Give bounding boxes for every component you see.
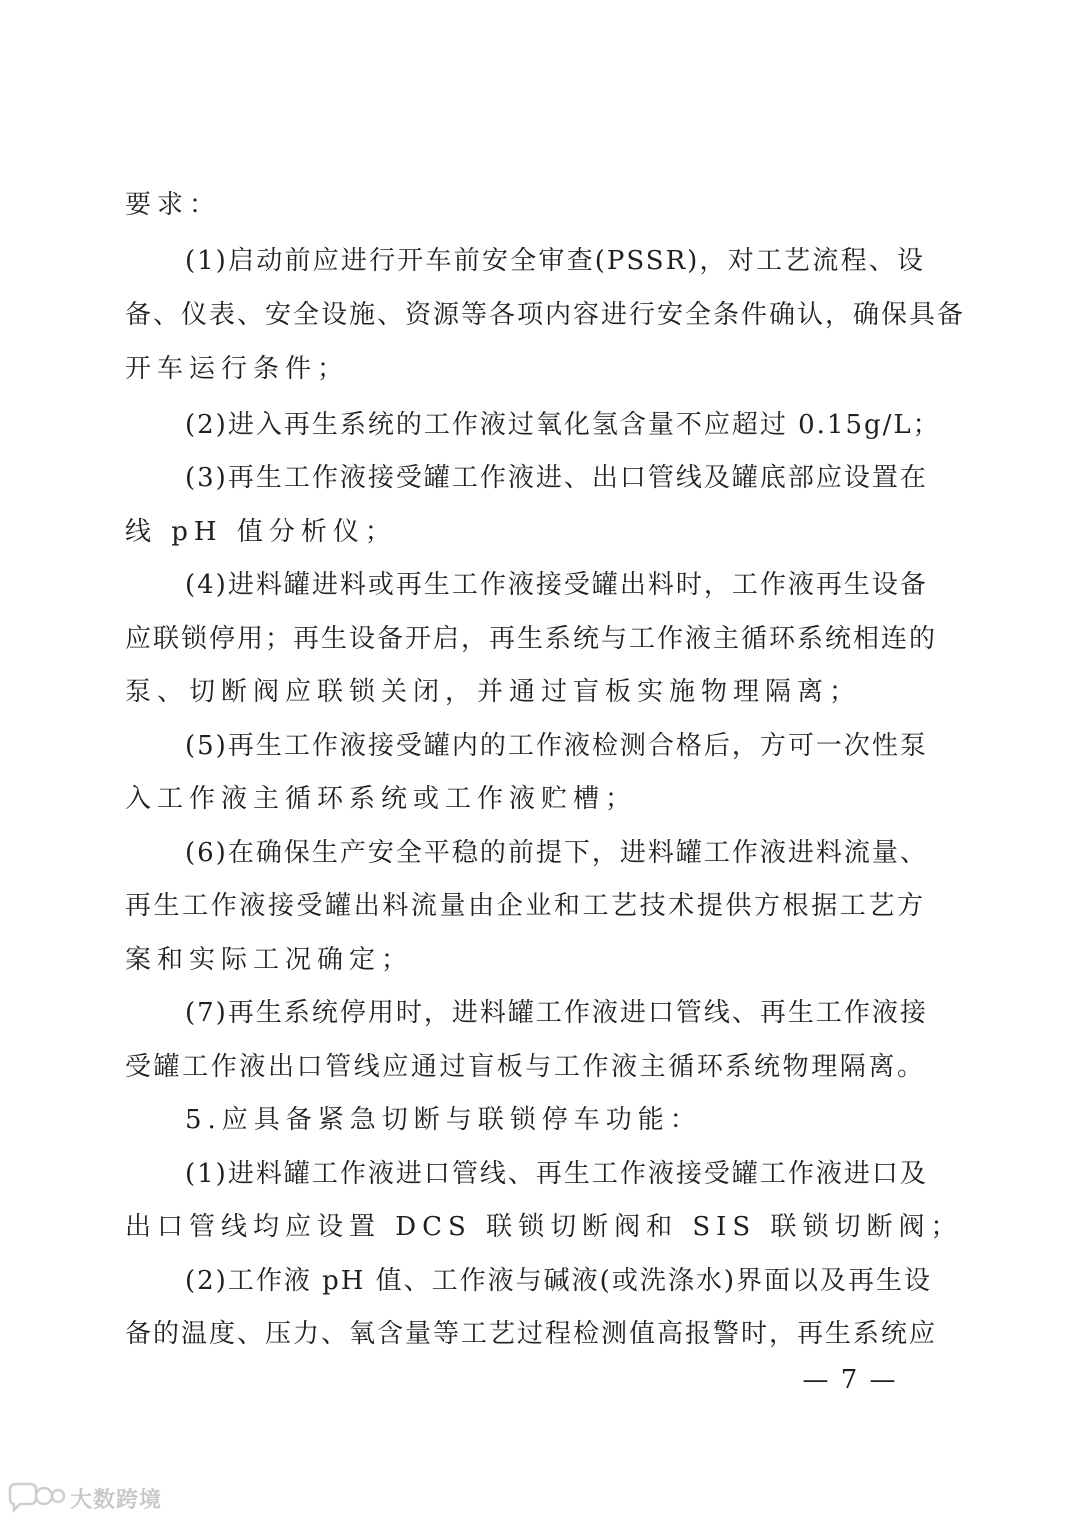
section-heading: 5.应具备紧急切断与联锁停车功能：: [185, 1105, 702, 1135]
text-line: 要求：: [125, 190, 222, 220]
text-line: (4)进料罐进料或再生工作液接受罐出料时，工作液再生设备: [185, 570, 928, 600]
text-line: 备、仪表、安全设施、资源等各项内容进行安全条件确认，确保具备: [125, 300, 966, 330]
text-line: 受罐工作液出口管线应通过盲板与工作液主循环系统物理隔离。: [125, 1052, 925, 1082]
text-line: (2)工作液 pH 值、工作液与碱液(或洗涤水)界面以及再生设: [185, 1266, 932, 1296]
text-line: (1)进料罐工作液进口管线、再生工作液接受罐工作液进口及: [185, 1159, 928, 1189]
text-line: (6)在确保生产安全平稳的前提下，进料罐工作液进料流量、: [185, 838, 928, 868]
text-line: 备的温度、压力、氧含量等工艺过程检测值高报警时，再生系统应: [125, 1319, 938, 1349]
text-line: (2)进入再生系统的工作液过氧化氢含量不应超过 0.15g/L；: [185, 410, 941, 440]
text-line: 应联锁停用；再生设备开启，再生系统与工作液主循环系统相连的: [125, 624, 938, 654]
text-line: 出口管线均应设置 DCS 联锁切断阀和 SIS 联锁切断阀；: [125, 1212, 963, 1242]
text-line: (7)再生系统停用时，进料罐工作液进口管线、再生工作液接: [185, 998, 928, 1028]
text-line: 泵、切断阀应联锁关闭，并通过盲板实施物理隔离；: [125, 677, 862, 707]
text-line: 再生工作液接受罐出料流量由企业和工艺技术提供方根据工艺方: [125, 891, 925, 921]
page-number: — 7 —: [802, 1365, 898, 1395]
text-line: (1)启动前应进行开车前安全审查(PSSR)，对工艺流程、设: [185, 246, 925, 276]
watermark-text: 大数跨境: [70, 1487, 163, 1513]
text-line: (3)再生工作液接受罐工作液进、出口管线及罐底部应设置在: [185, 463, 928, 493]
text-line: (5)再生工作液接受罐内的工作液检测合格后，方可一次性泵: [185, 731, 928, 761]
text-line: 入工作液主循环系统或工作液贮槽；: [125, 784, 638, 814]
chat-bubble-logo-icon: [6, 1480, 66, 1516]
watermark: [6, 1478, 162, 1518]
text-line: 线 pH 值分析仪；: [125, 517, 397, 547]
text-line: 开车运行条件；: [125, 354, 350, 384]
text-line: 案和实际工况确定；: [125, 945, 414, 975]
